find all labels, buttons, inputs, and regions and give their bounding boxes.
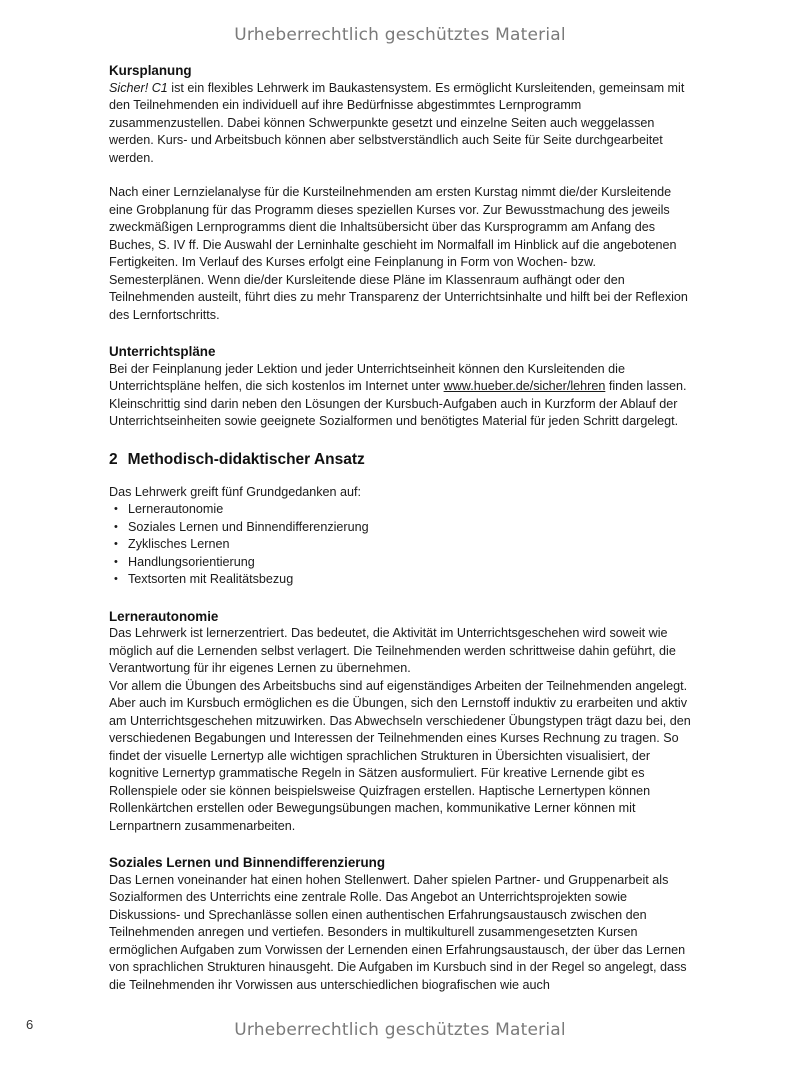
- heading-kursplanung: Kursplanung: [109, 63, 192, 78]
- paragraph-kursplanung-1: [109, 80, 694, 168]
- copyright-watermark-top: Urheberrechtlich geschütztes Material: [234, 25, 566, 45]
- principles-list: [109, 501, 694, 589]
- section-intro: Das Lehrwerk greift fünf Grundgedanken auf:: [109, 484, 362, 499]
- paragraph-lernerautonomie-2: Vor allem die Übungen des Arbeitsbuchs sind auf eigenständiges Arbeiten der Teilnehmenden angelegt. Aber auch im Kursbuch ermöglichen es die Übungen, sich den Lernstoff induktiv zu erarbeiten und aktiv am Unterrichtsgeschehen mitzuwirken. Das Abwechseln verschiedener Übungstypen trägt dazu bei, den verschiedenen Begabungen und Interessen der Teilnehmenden eines Kurses Rechnung zu tragen. So findet der visuelle Lernertyp alle wichtigen sprachlichen Strukturen in Übersichten visualisiert, der kognitive Lernertyp grammatische Regeln in Sätzen ausformuliert. Für kreative Lernende gibt es Rollenspiele oder sie können beispielsweise Quizfragen erstellen. Haptische Lernertypen können Rollenkärtchen erstellen oder Bewegungsübungen machen, kommunikative Lerner können mit Lernpartnern zusammenarbeiten.: [109, 678, 691, 833]
- section-number: 2: [109, 450, 118, 468]
- paragraph-soziales-lernen: Das Lernen voneinander hat einen hohen Stellenwert. Daher spielen Partner- und Gruppenarbeit als Sozialformen des Unterrichts eine zentrale Rolle. Das Angebot an Unterrichtsprojekten sowie Diskussions- und Sprechanlässe sollen einen authentischen Erfahrungsaustausch zwischen den Teilnehmenden anregen und vertiefen. Besonders in multikulturell zusammengesetzten Kursen ermöglichen Aufgaben zum Vorwissen der Lernenden einen Erfahrungsaustausch, der über das Lernen von sprachlichen Strukturen hinausgeht. Die Aufgaben im Kursbuch sind in der Regel so angelegt, dass die Teilnehmenden ihr Vorwissen aus unterschiedlichen biografischen wie auch: [109, 872, 687, 992]
- paragraph-lernerautonomie-1: Das Lehrwerk ist lernerzentriert. Das bedeutet, die Aktivität im Unterrichtsgeschehen wird soweit wie möglich auf die Lernenden selbst verlagert. Die Teilnehmenden werden schrittweise dahin geführt, die Verantwortung für ihr eigenes Lernen zu übernehmen.: [109, 626, 676, 675]
- list-item: • Zyklisches Lernen: [109, 536, 694, 554]
- copyright-watermark-bottom: Urheberrechtlich geschütztes Material: [234, 1020, 566, 1040]
- paragraph-unterrichtsplaene: [109, 361, 694, 431]
- paragraph-unterrichtsplaene-text-1: Bei der Feinplanung jeder Lektion und jeder Unterrichtseinheit können den Kursleitenden die Unterrichtspläne helfen, die sich kostenlos im Internet unter: [109, 361, 625, 393]
- paragraph-kursplanung-2: Nach einer Lernzielanalyse für die Kursteilnehmenden am ersten Kurstag nimmt die/der Kursleitende eine Grobplanung für das Programm dieses speziellen Kurses vor. Zur Bewusstmachung des jeweils zweckmäßigen Lernprogramms dient die Inhaltsübersicht über das Kursprogramm am Anfang des Buches, S. IV ff. Die Auswahl der Lerninhalte geschieht im Normalfall im Hinblick auf die angebotenen Fertigkeiten. Im Verlauf des Kurses erfolgt eine Feinplanung in Form von Wochen- bzw. Semesterplänen. Wenn die/der Kursleitende diese Pläne im Klassenraum aufhängt oder den Teilnehmenden austeilt, führt dies zu mehr Transparenz der Unterrichtsinhalte und hilft bei der Reflexion des Lernfortschritts.: [109, 185, 688, 322]
- list-item: • Textsorten mit Realitätsbezug: [109, 571, 694, 589]
- paragraph-kursplanung-1-text: ist ein flexibles Lehrwerk im Baukastensystem. Es ermöglicht Kursleitenden, gemeinsam mit den Teilnehmenden ein individuell auf ihre Bedürfnisse abgestimmtes Lernprogramm zusammenzustellen. Dabei können Schwerpunkte gesetzt und einzelne Seiten auch weggelassen werden. Kurs- und Arbeitsbuch können aber selbstverständlich auch Seite für Seite durchgearbeitet werden.: [109, 80, 685, 165]
- page-content: [109, 62, 694, 994]
- paragraph-unterrichtsplaene-text-2: finden lassen. Kleinschrittig sind darin neben den Lösungen der Kursbuch-Aufgaben auch in Kurzform der Ablauf der Unterrichtseinheiten sowie geeignete Sozialformen und benötigtes Material für jeden Schritt dargelegt.: [109, 379, 687, 428]
- hueber-link[interactable]: www.hueber.de/sicher/lehren: [443, 379, 606, 393]
- section-title-text: Methodisch-didaktischer Ansatz: [127, 450, 365, 468]
- list-item: • Lernerautonomie: [109, 501, 694, 519]
- page-number: 6: [26, 1017, 34, 1032]
- book-title: Sicher! C1: [109, 80, 168, 95]
- list-item: • Soziales Lernen und Binnendifferenzierung: [109, 519, 694, 537]
- heading-unterrichtsplaene: Unterrichtspläne: [109, 344, 216, 359]
- list-item: • Handlungsorientierung: [109, 554, 694, 572]
- heading-lernerautonomie: Lernerautonomie: [109, 608, 219, 624]
- section-title: [109, 450, 694, 470]
- heading-soziales-lernen: Soziales Lernen und Binnendifferenzierung: [109, 855, 386, 870]
